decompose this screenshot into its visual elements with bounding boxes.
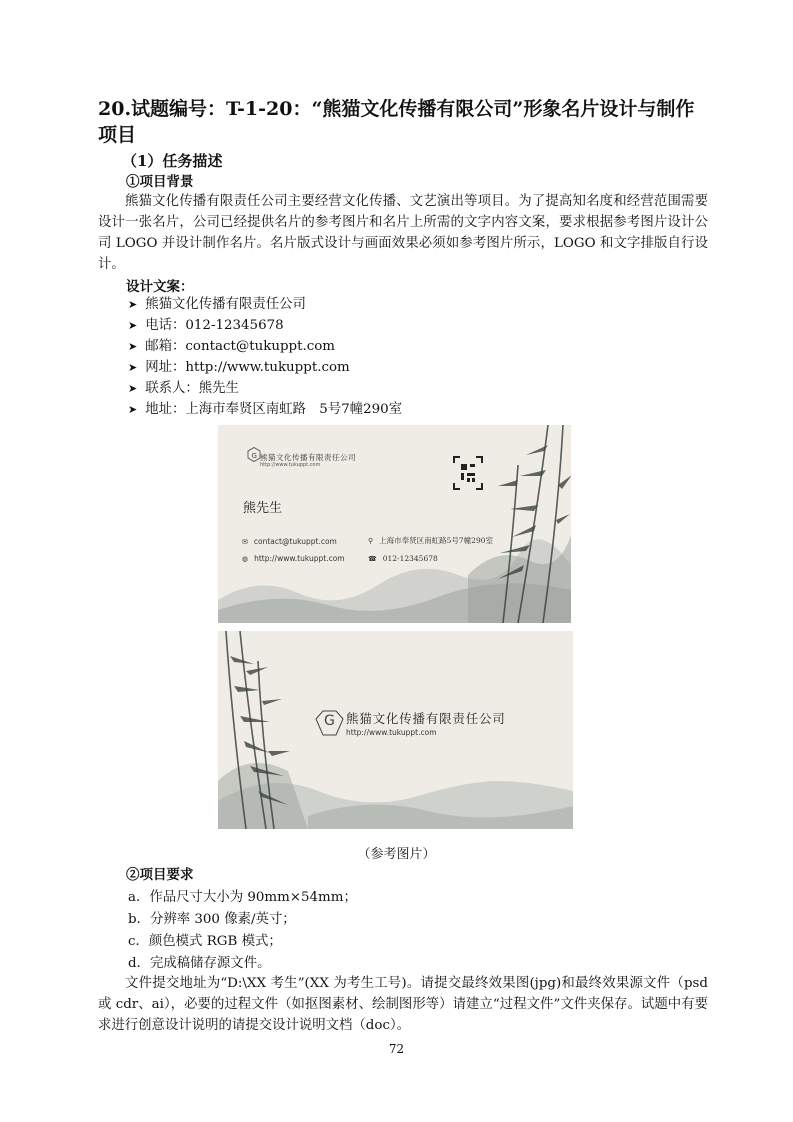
list-item: ➤ 地址：上海市奉贤区南虹路 5号7幢290室 — [128, 399, 402, 420]
phone-icon: ☎ — [368, 554, 377, 563]
card-company-url-small: http://www.tukuppt.com — [260, 462, 321, 468]
arrow-bullet-icon: ➤ — [128, 403, 138, 416]
copy-list — [128, 294, 402, 420]
arrow-bullet-icon: ➤ — [128, 319, 138, 332]
list-item: ➤ 网址：http://www.tukuppt.com — [128, 357, 402, 378]
page-number: 72 — [388, 1042, 405, 1056]
arrow-bullet-icon: ➤ — [128, 298, 138, 311]
business-card-back — [218, 631, 573, 829]
globe-icon: ◍ — [242, 554, 249, 563]
requirements-list — [128, 887, 357, 975]
card-company-name: 熊猫文化传播有限责任公司 — [346, 711, 506, 726]
card-email-row: ✉ contact@tukuppt.com — [242, 537, 337, 546]
arrow-bullet-icon: ➤ — [128, 382, 138, 395]
card-company-url: http://www.tukuppt.com — [346, 728, 437, 737]
arrow-bullet-icon: ➤ — [128, 361, 138, 374]
mail-icon: ✉ — [242, 537, 248, 546]
card-company-name: 熊猫文化传播有限责任公司 — [260, 453, 356, 462]
list-item: d．完成稿储存源文件。 — [128, 956, 271, 971]
location-pin-icon: ⚲ — [368, 536, 374, 545]
card-contact-name: 熊先生 — [243, 501, 283, 516]
list-item: b．分辨率 300 像素/英寸； — [128, 912, 296, 927]
section-task-heading: （1）任务描述 — [122, 152, 223, 170]
copy-heading: 设计文案： — [126, 279, 194, 295]
arrow-bullet-icon: ➤ — [128, 340, 138, 353]
list-item: ➤ 联系人：熊先生 — [128, 378, 402, 399]
business-card-front — [218, 425, 571, 623]
list-item: c．颜色模式 RGB 模式； — [128, 934, 282, 949]
list-item: a．作品尺寸大小为 90mm×54mm； — [128, 890, 357, 905]
list-item: ➤ 电话：012-12345678 — [128, 315, 402, 336]
list-item: ➤ 熊猫文化传播有限责任公司 — [128, 294, 402, 315]
card-address-row: ⚲ 上海市奉贤区南虹路5号7幢290室 — [368, 536, 493, 545]
section-requirements-heading: ②项目要求 — [126, 867, 194, 883]
section-background-heading: ①项目背景 — [126, 174, 194, 190]
question-title: 20.试题编号：T-1-20：“熊猫文化传播有限公司”形象名片设计与制作项目 — [98, 98, 695, 146]
figure-caption: （参考图片） — [357, 847, 436, 862]
background-paragraph: 熊猫文化传播有限责任公司主要经营文化传播、文艺演出等项目。为了提高知名度和经营范围需要设计一张名片，公司已经提供名片的参考图片和名片上所需的文字内容文案，要求根据参考图片设计公司 LOGO 并设计制作名片。名片版式设计与画面效果必须如参考图片所示，LOGO 和文字排版自行设计。 — [98, 194, 708, 272]
logo-letter: G — [324, 713, 335, 729]
list-item: ➤ 邮箱：contact@tukuppt.com — [128, 336, 402, 357]
card-url-row: ◍ http://www.tukuppt.com — [242, 554, 345, 563]
card-phone-row: ☎ 012-12345678 — [368, 554, 438, 563]
logo-letter: G — [251, 452, 257, 460]
submission-paragraph: 文件提交地址为“D:\XX 考生”(XX 为考生工号)。请提交最终效果图(jpg)和最终效果源文件（psd 或 cdr、ai），必要的过程文件（如抠图素材、绘制图形等）请建立“过程文件”文件夹保存。试题中有要求进行创意设计说明的请提交设计说明文档（doc）。 — [98, 976, 708, 1033]
